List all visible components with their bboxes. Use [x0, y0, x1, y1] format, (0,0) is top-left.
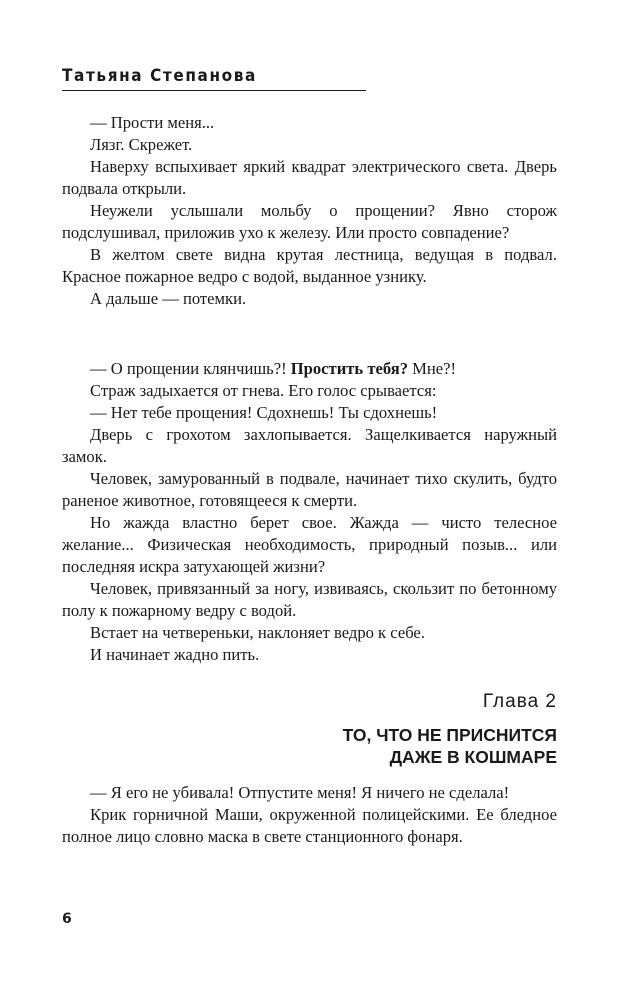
paragraph: Наверху вспыхивает яркий квадрат электрического света. Дверь подвала открыли.: [62, 157, 557, 198]
paragraph: Страж задыхается от гнева. Его голос срывается:: [90, 381, 437, 400]
page-number: 6: [62, 911, 72, 927]
paragraph-lead: — О прощении клянчишь?!: [90, 359, 291, 378]
chapter-title-line-1: ТО, ЧТО НЕ ПРИСНИТСЯ: [342, 725, 557, 745]
paragraph-with-emphasis: [62, 358, 557, 380]
paragraph: А дальше — потемки.: [90, 289, 247, 308]
paragraph: Но жажда властно берет свое. Жажда — чисто телесное желание... Физическая необходимость, природный позыв... или последняя искра затухающей жизни?: [62, 513, 557, 576]
paragraph: В желтом свете видна крутая лестница, ведущая в подвал. Красное пожарное ведро с водой, выданное узнику.: [62, 245, 557, 286]
paragraph: И начинает жадно пить.: [90, 645, 260, 664]
paragraph: — Нет тебе прощения! Сдохнешь! Ты сдохнешь!: [90, 403, 438, 422]
paragraph: Крик горничной Маши, окруженной полицейскими. Ее бледное полное лицо словно маска в свете станционного фонаря.: [62, 805, 557, 846]
running-head-author: Татьяна Степанова: [62, 64, 366, 91]
paragraph: Неужели услышали мольбу о прощении? Явно сторож подслушивал, приложив ухо к железу. Или просто совпадение?: [62, 201, 557, 242]
text-section-3: [62, 782, 557, 848]
paragraph: Встает на четвереньки, наклоняет ведро к себе.: [90, 623, 425, 642]
paragraph: Человек, привязанный за ногу, извиваясь, скользит по бетонному полу к пожарному ведру с водой.: [62, 579, 557, 620]
paragraph: Человек, замурованный в подвале, начинает тихо скулить, будто раненое животное, готовящееся к смерти.: [62, 469, 557, 510]
paragraph: — Прости меня...: [90, 113, 215, 132]
paragraph-tail: Мне?!: [408, 359, 457, 378]
text-section-1: [62, 112, 557, 310]
chapter-title: [257, 724, 557, 768]
bold-emphasis: Простить тебя?: [290, 359, 409, 378]
chapter-title-line-2: ДАЖЕ В КОШМАРЕ: [389, 747, 557, 767]
text-section-2: [62, 358, 557, 666]
chapter-label: Глава 2: [482, 691, 557, 712]
paragraph: Дверь с грохотом захлопывается. Защелкивается наружный замок.: [62, 425, 557, 466]
paragraph: Лязг. Скрежет.: [90, 135, 193, 154]
paragraph: — Я его не убивала! Отпустите меня! Я ничего не сделала!: [90, 783, 510, 802]
